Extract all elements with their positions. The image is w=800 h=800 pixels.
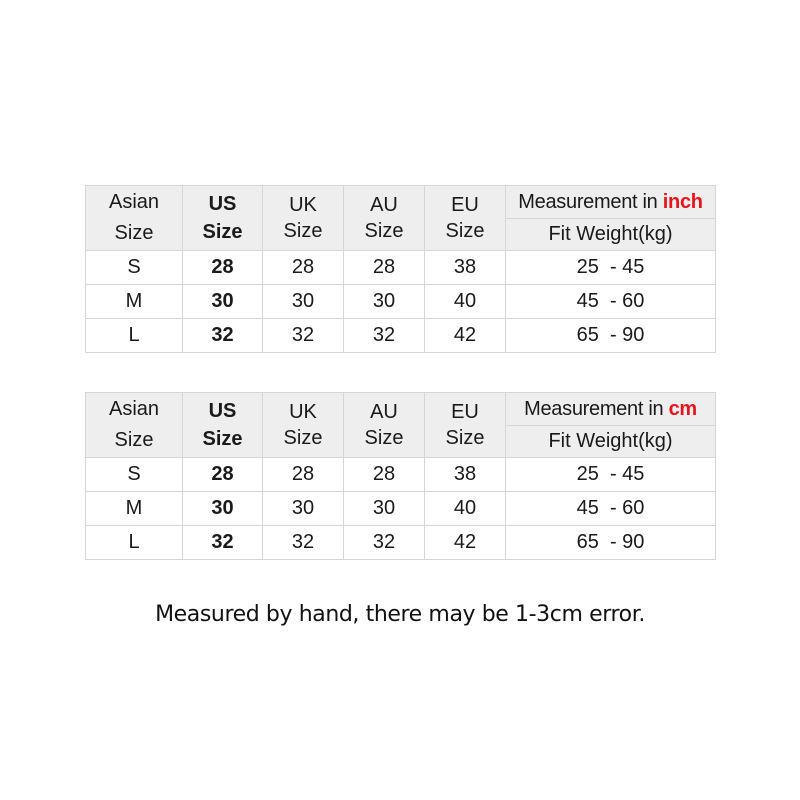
measurement-header: Measurement in cm xyxy=(506,393,716,426)
header-row xyxy=(86,186,716,219)
eu-size-header: EU Size xyxy=(425,393,506,458)
eu-size-cell: 42 xyxy=(425,319,506,353)
us-size-cell: 28 xyxy=(183,251,263,285)
size-table-inch xyxy=(85,185,716,353)
uk-size-cell: 28 xyxy=(263,458,344,492)
us-size-cell: 30 xyxy=(183,492,263,526)
table-row xyxy=(86,492,716,526)
au-size-cell: 30 xyxy=(344,285,425,319)
au-size-cell: 30 xyxy=(344,492,425,526)
asian-size-cell: M xyxy=(86,492,183,526)
asian-size-header: Asian Size xyxy=(86,393,183,458)
unit-label: cm xyxy=(668,397,697,420)
eu-size-cell: 40 xyxy=(425,492,506,526)
uk-size-header: UK Size xyxy=(263,393,344,458)
au-size-header: AU Size xyxy=(344,393,425,458)
asian-size-cell: S xyxy=(86,458,183,492)
fit-weight-cell: 65 - 90 xyxy=(506,319,716,353)
unit-label: inch xyxy=(662,190,703,213)
us-size-cell: 28 xyxy=(183,458,263,492)
uk-size-cell: 30 xyxy=(263,285,344,319)
fit-weight-cell: 45 - 60 xyxy=(506,492,716,526)
us-size-cell: 32 xyxy=(183,526,263,560)
asian-size-cell: L xyxy=(86,319,183,353)
us-size-cell: 32 xyxy=(183,319,263,353)
au-size-cell: 28 xyxy=(344,251,425,285)
measurement-header: Measurement in inch xyxy=(506,186,716,219)
us-size-cell: 30 xyxy=(183,285,263,319)
au-size-cell: 28 xyxy=(344,458,425,492)
fit-weight-cell: 65 - 90 xyxy=(506,526,716,560)
fit-weight-cell: 25 - 45 xyxy=(506,458,716,492)
au-size-cell: 32 xyxy=(344,526,425,560)
uk-size-cell: 32 xyxy=(263,319,344,353)
au-size-cell: 32 xyxy=(344,319,425,353)
fit-weight-cell: 25 - 45 xyxy=(506,251,716,285)
uk-size-cell: 32 xyxy=(263,526,344,560)
size-table-cm xyxy=(85,392,716,560)
header-row xyxy=(86,393,716,426)
uk-size-cell: 28 xyxy=(263,251,344,285)
asian-size-cell: M xyxy=(86,285,183,319)
us-size-header: US Size xyxy=(183,186,263,251)
uk-size-cell: 30 xyxy=(263,492,344,526)
measurement-note: Measured by hand, there may be 1-3cm error. xyxy=(155,602,645,627)
uk-size-header: UK Size xyxy=(263,186,344,251)
eu-size-cell: 40 xyxy=(425,285,506,319)
au-size-header: AU Size xyxy=(344,186,425,251)
table-row xyxy=(86,285,716,319)
us-size-header: US Size xyxy=(183,393,263,458)
eu-size-cell: 38 xyxy=(425,458,506,492)
eu-size-header: EU Size xyxy=(425,186,506,251)
asian-size-header: Asian Size xyxy=(86,186,183,251)
fit-weight-header: Fit Weight(kg) xyxy=(506,219,716,251)
eu-size-cell: 42 xyxy=(425,526,506,560)
table-row xyxy=(86,458,716,492)
table-row xyxy=(86,251,716,285)
table-row xyxy=(86,319,716,353)
fit-weight-cell: 45 - 60 xyxy=(506,285,716,319)
asian-size-cell: L xyxy=(86,526,183,560)
table-row xyxy=(86,526,716,560)
eu-size-cell: 38 xyxy=(425,251,506,285)
asian-size-cell: S xyxy=(86,251,183,285)
fit-weight-header: Fit Weight(kg) xyxy=(506,426,716,458)
